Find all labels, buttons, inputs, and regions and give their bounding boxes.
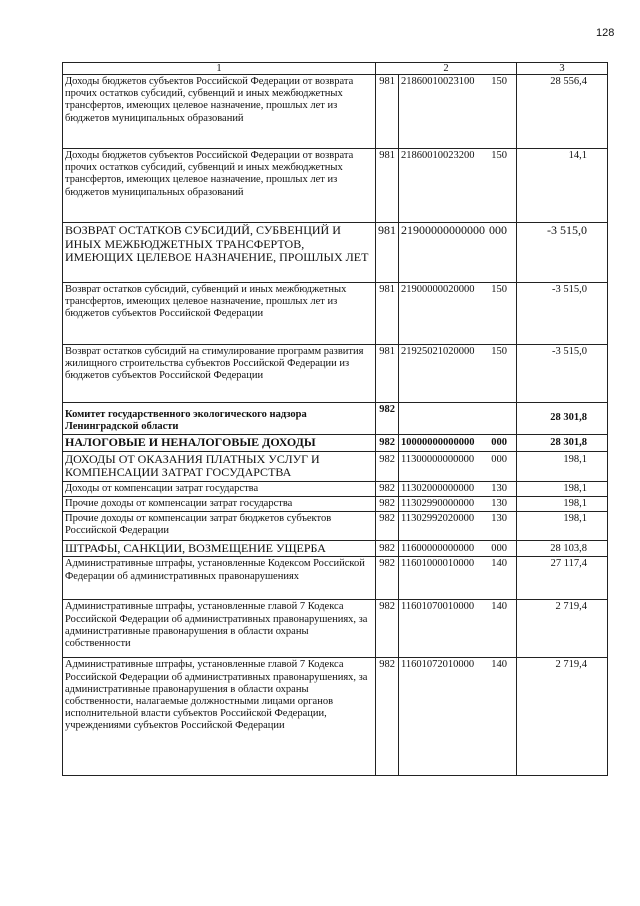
row-admin-code: 982 xyxy=(376,481,399,496)
table-row xyxy=(63,481,608,496)
row-admin-code: 981 xyxy=(376,223,399,283)
row-kbk: 11601072010000 xyxy=(401,659,475,671)
row-sum: 198,1 xyxy=(517,481,608,496)
table-row xyxy=(63,345,608,403)
row-name: Прочие доходы от компенсации затрат бюджетов субъектов Российской Федерации xyxy=(63,511,376,540)
table-row xyxy=(63,557,608,600)
row-kosgu: 150 xyxy=(491,150,507,161)
row-sum: 28 301,8 xyxy=(517,435,608,452)
page-number: 128 xyxy=(596,27,615,39)
row-admin-code: 981 xyxy=(376,75,399,149)
table-header-row xyxy=(63,63,608,75)
row-kosgu: 000 xyxy=(491,453,507,465)
row-kbk: 11601000010000 xyxy=(401,558,475,570)
row-kbk: 11601070010000 xyxy=(401,601,475,613)
row-admin-code: 982 xyxy=(376,658,399,776)
row-name: Доходы от компенсации затрат государства xyxy=(63,481,376,496)
row-name: НАЛОГОВЫЕ И НЕНАЛОГОВЫЕ ДОХОДЫ xyxy=(63,435,376,452)
row-kosgu: 140 xyxy=(491,601,507,613)
row-name: ШТРАФЫ, САНКЦИИ, ВОЗМЕЩЕНИЕ УЩЕРБА xyxy=(63,540,376,557)
row-kbk: 21925021020000 xyxy=(401,346,475,357)
table-row xyxy=(63,658,608,776)
table-row xyxy=(63,451,608,481)
row-admin-code: 982 xyxy=(376,403,399,435)
row-code xyxy=(399,557,517,600)
row-sum: 28 103,8 xyxy=(517,540,608,557)
row-name: Возврат остатков субсидий на стимулирование программ развития жилищного строительства субъектов Российской Федерации из бюджетов субъектов Российской Федерации xyxy=(63,345,376,403)
row-admin-code: 981 xyxy=(376,345,399,403)
table-row xyxy=(63,435,608,452)
table-row xyxy=(63,496,608,511)
row-kbk: 21860010023100 xyxy=(401,76,475,87)
table-row xyxy=(63,403,608,435)
table-row xyxy=(63,283,608,345)
row-sum: 27 117,4 xyxy=(517,557,608,600)
row-kbk: 21860010023200 xyxy=(401,150,475,161)
row-sum: 198,1 xyxy=(517,511,608,540)
row-admin-code: 982 xyxy=(376,511,399,540)
column-header-2: 2 xyxy=(376,63,517,75)
row-code xyxy=(399,451,517,481)
row-code xyxy=(399,600,517,658)
row-sum: 198,1 xyxy=(517,451,608,481)
row-kbk: 10000000000000 xyxy=(401,437,475,448)
row-sum: -3 515,0 xyxy=(517,283,608,345)
row-code xyxy=(399,658,517,776)
table-row xyxy=(63,540,608,557)
row-admin-code: 982 xyxy=(376,600,399,658)
row-admin-code: 981 xyxy=(376,283,399,345)
row-kosgu: 150 xyxy=(491,346,507,357)
row-sum: -3 515,0 xyxy=(517,345,608,403)
row-kbk: 11302000000000 xyxy=(401,482,475,494)
row-code xyxy=(399,481,517,496)
row-sum: 14,1 xyxy=(517,149,608,223)
row-code xyxy=(399,149,517,223)
row-kbk: 21900000000000 xyxy=(401,223,485,237)
row-name: ВОЗВРАТ ОСТАТКОВ СУБСИДИЙ, СУБВЕНЦИЙ И ИНЫХ МЕЖБЮДЖЕТНЫХ ТРАНСФЕРТОВ, ИМЕЮЩИХ ЦЕЛЕВОЕ НАЗНАЧЕНИЕ, ПРОШЛЫХ ЛЕТ xyxy=(63,223,376,283)
table-row xyxy=(63,511,608,540)
row-kosgu: 000 xyxy=(491,437,507,448)
row-admin-code: 982 xyxy=(376,435,399,452)
row-kosgu: 130 xyxy=(491,497,507,509)
row-kosgu: 130 xyxy=(491,482,507,494)
row-name: Комитет государственного экологического надзора Ленинградской области xyxy=(63,403,376,435)
row-kosgu: 130 xyxy=(491,512,507,524)
row-kbk: 21900000020000 xyxy=(401,284,475,295)
row-kbk: 11302990000000 xyxy=(401,497,475,509)
row-kbk: 11600000000000 xyxy=(401,542,475,554)
row-name: Возврат остатков субсидий, субвенций и иных межбюджетных трансфертов, имеющих целевое назначение, прошлых лет из бюджетов субъектов Российской Федерации xyxy=(63,283,376,345)
row-kbk: 11300000000000 xyxy=(401,453,475,465)
row-code xyxy=(399,403,517,435)
row-kosgu: 150 xyxy=(491,76,507,87)
row-name: ДОХОДЫ ОТ ОКАЗАНИЯ ПЛАТНЫХ УСЛУГ И КОМПЕНСАЦИИ ЗАТРАТ ГОСУДАРСТВА xyxy=(63,451,376,481)
row-code xyxy=(399,511,517,540)
row-kbk: 11302992020000 xyxy=(401,512,475,524)
column-header-3: 3 xyxy=(517,63,608,75)
row-name: Доходы бюджетов субъектов Российской Федерации от возврата прочих остатков субсидий, субвенций и иных межбюджетных трансфертов, имеющих целевое назначение, прошлых лет из бюджетов муниципальных образований xyxy=(63,149,376,223)
table-row xyxy=(63,223,608,283)
row-name: Прочие доходы от компенсации затрат государства xyxy=(63,496,376,511)
table-row xyxy=(63,149,608,223)
row-name: Административные штрафы, установленные Кодексом Российской Федерации об административных правонарушениях xyxy=(63,557,376,600)
row-kosgu: 000 xyxy=(489,223,507,237)
column-header-1: 1 xyxy=(63,63,376,75)
row-code xyxy=(399,223,517,283)
row-kosgu: 140 xyxy=(491,558,507,570)
budget-revenue-table xyxy=(62,62,608,776)
row-name: Административные штрафы, установленные главой 7 Кодекса Российской Федерации об административных правонарушениях, за административные правонарушения в области охраны собственности, налагаемые должностными лицами органов исполнительной власти субъектов Российской Федерации, учреждениями субъектов Российской Федерации xyxy=(63,658,376,776)
row-admin-code: 982 xyxy=(376,451,399,481)
row-sum: 2 719,4 xyxy=(517,600,608,658)
row-sum: 2 719,4 xyxy=(517,658,608,776)
row-code xyxy=(399,496,517,511)
row-kosgu: 140 xyxy=(491,659,507,671)
table-row xyxy=(63,75,608,149)
table-row xyxy=(63,600,608,658)
row-name: Административные штрафы, установленные главой 7 Кодекса Российской Федерации об административных правонарушениях, за административные правонарушения в области охраны собственности xyxy=(63,600,376,658)
row-admin-code: 982 xyxy=(376,540,399,557)
row-code xyxy=(399,75,517,149)
row-kosgu: 150 xyxy=(491,284,507,295)
row-name: Доходы бюджетов субъектов Российской Федерации от возврата прочих остатков субсидий, субвенций и иных межбюджетных трансфертов, имеющих целевое назначение, прошлых лет из бюджетов муниципальных образований xyxy=(63,75,376,149)
row-code xyxy=(399,283,517,345)
row-admin-code: 981 xyxy=(376,149,399,223)
row-admin-code: 982 xyxy=(376,496,399,511)
row-sum: 28 301,8 xyxy=(517,403,608,435)
row-code xyxy=(399,345,517,403)
row-admin-code: 982 xyxy=(376,557,399,600)
row-code xyxy=(399,540,517,557)
row-sum: 198,1 xyxy=(517,496,608,511)
row-sum: -3 515,0 xyxy=(517,223,608,283)
row-code xyxy=(399,435,517,452)
row-sum: 28 556,4 xyxy=(517,75,608,149)
row-kosgu: 000 xyxy=(491,542,507,554)
